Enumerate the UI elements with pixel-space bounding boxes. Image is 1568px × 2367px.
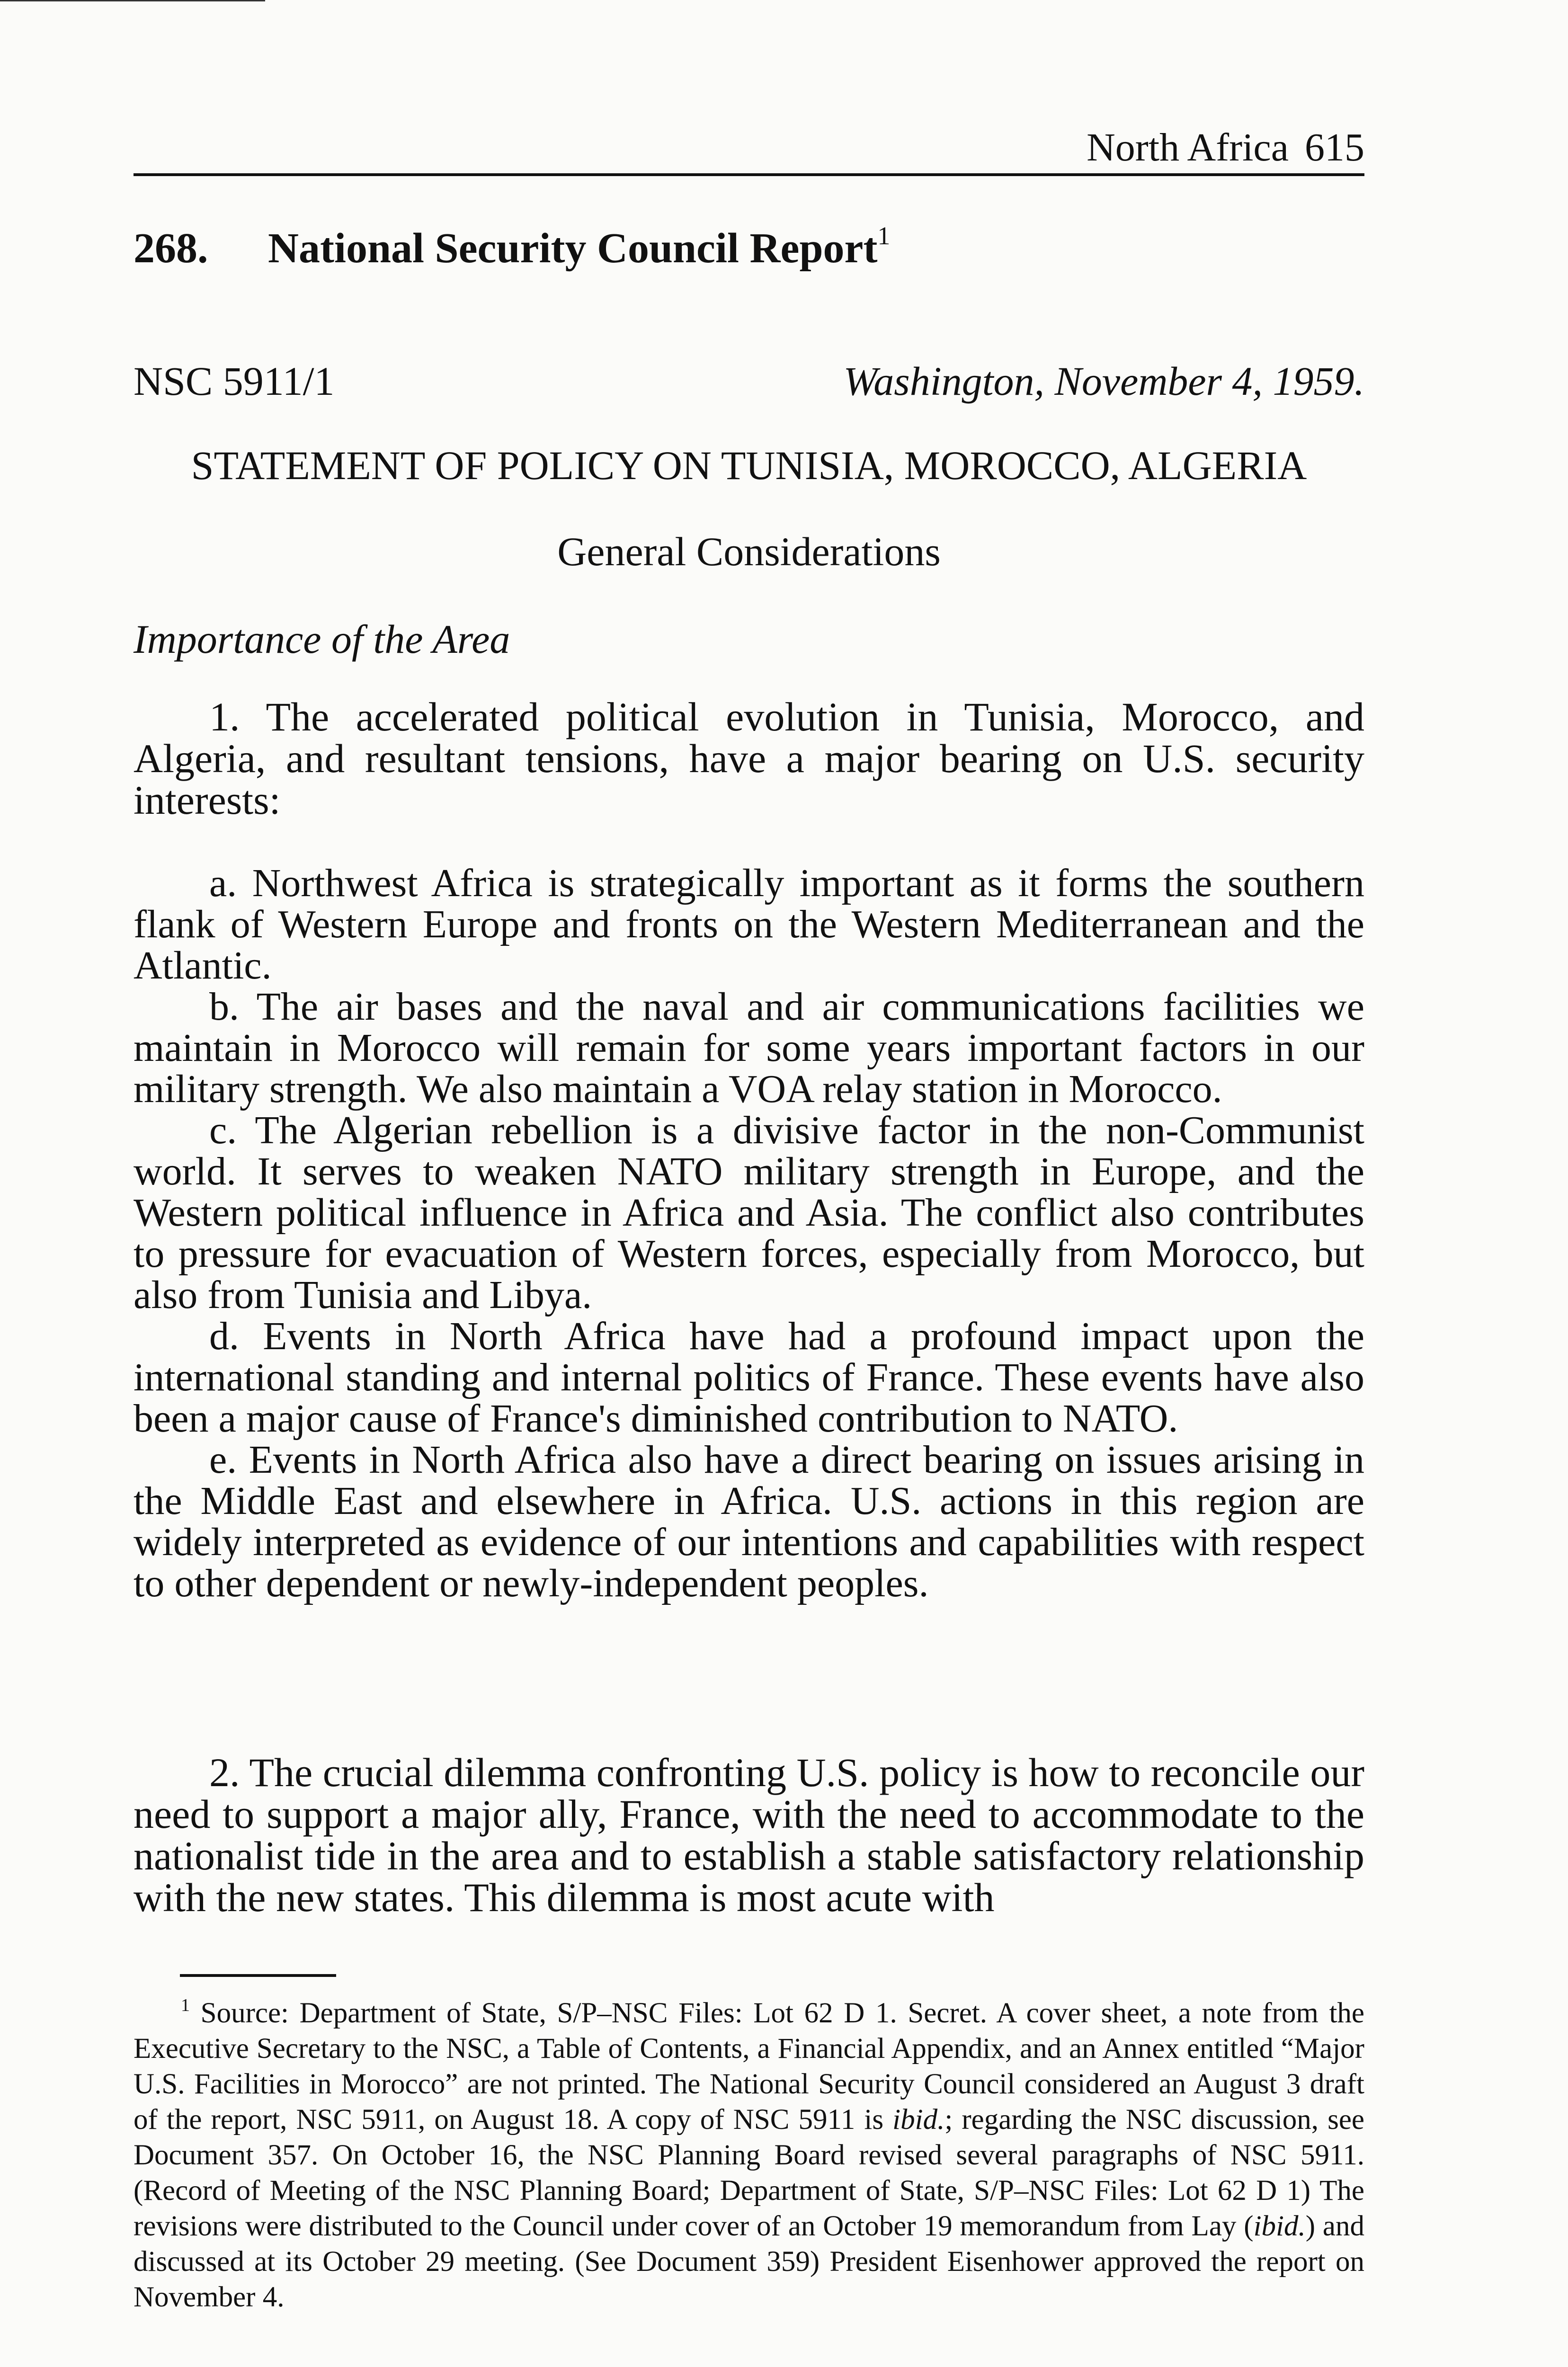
footnote-text-2: ; regarding the NSC discussion, see Document 357. On October 16, the NSC Planning Board revised several paragraphs of NSC 5911. (Record of Meeting of the NSC Planning Board; Department of State, S/P–NSC Files: Lot 62 D 1) The revisions were distributed to the Council under cover of an October 19 memorandum from Lay ( [134, 2104, 1364, 2242]
document-title-text: National Security Council Report [268, 225, 878, 272]
title-footnote-marker: 1 [877, 222, 891, 250]
paragraph-1-intro-block [134, 696, 1364, 821]
footnote-rule [180, 1974, 336, 1977]
footnote-text-1: Source: Department of State, S/P–NSC Files: Lot 62 D 1. Secret. A cover sheet, a note from the Executive Secretary to the NSC, a Table of Contents, a Financial Appendix, and an Annex entitled “Major U.S. Facilities in Morocco” are not printed. The National Security Council considered an August 3 draft of the report, NSC 5911, on August 18. A copy of NSC 5911 is [134, 1997, 1364, 2136]
footnote-ibid-2: ibid. [1253, 2210, 1306, 2242]
section-heading: General Considerations [557, 529, 941, 574]
paragraph-1a: a. Northwest Africa is strategically important as it forms the southern flank of Western Europe and fronts on the Western Mediterranean and the Atlantic. [134, 861, 1364, 988]
paragraph-1-intro: 1. The accelerated political evolution in Tunisia, Morocco, and Algeria, and resultant tensions, have a major bearing on U.S. security interests: [134, 694, 1364, 823]
paragraph-1d: d. Events in North Africa have had a profound impact upon the international standing and internal politics of France. These events have also been a major cause of France's diminished contribution to NATO. [134, 1314, 1364, 1441]
paragraph-1-items [134, 863, 1364, 1604]
footnote [134, 1995, 1364, 2315]
running-header [134, 124, 1364, 176]
paragraph-2-block [134, 1752, 1364, 1918]
paragraph-1b: b. The air bases and the naval and air communications facilities we maintain in Morocco will remain for some years important factors in our military strength. We also maintain a VOA relay station in Morocco. [134, 985, 1364, 1111]
place-date: Washington, November 4, 1959. [843, 358, 1364, 404]
footnote-marker: 1 [181, 1995, 190, 2015]
statement-heading: STATEMENT OF POLICY ON TUNISIA, MOROCCO, ALGERIA [191, 443, 1307, 488]
running-header-text [1087, 124, 1364, 171]
paragraph-1e: e. Events in North Africa also have a direct bearing on issues arising in the Middle East and elsewhere in Africa. U.S. actions in this region are widely interpreted as evidence of our intentions and capabilities with respect to other dependent or newly-independent peoples. [134, 1438, 1364, 1605]
footnote-paragraph [134, 1995, 1364, 2315]
document-serial-line [134, 355, 1364, 407]
footnote-ibid-1: ibid. [892, 2104, 945, 2136]
scan-edge-rule [0, 0, 265, 1]
page-number: 615 [1305, 125, 1364, 169]
document-number: 268. [134, 225, 208, 272]
paragraph-1c: c. The Algerian rebellion is a divisive factor in the non-Communist world. It serves to weaken NATO military strength in Europe, and the Western political influence in Africa and Asia. The conflict also contributes to pressure for evacuation of Western forces, especially from Morocco, but also from Tunisia and Libya. [134, 1108, 1364, 1317]
header-rule [134, 173, 1364, 176]
document-serial: NSC 5911/1 [134, 358, 335, 404]
document-title [134, 222, 890, 275]
paragraph-2: 2. The crucial dilemma confronting U.S. policy is how to reconcile our need to support a major ally, France, with the need to accommodate to the nationalist tide in the area and to establish a stable satisfactory relationship with the new states. This dilemma is most acute with [134, 1750, 1364, 1920]
running-title: North Africa [1087, 125, 1289, 169]
subsection-heading: Importance of the Area [134, 616, 510, 662]
footnote-text-3: ) and discussed at its October 29 meeting. (See Document 359) President Eisenhower approved the report on November 4. [134, 2210, 1364, 2313]
